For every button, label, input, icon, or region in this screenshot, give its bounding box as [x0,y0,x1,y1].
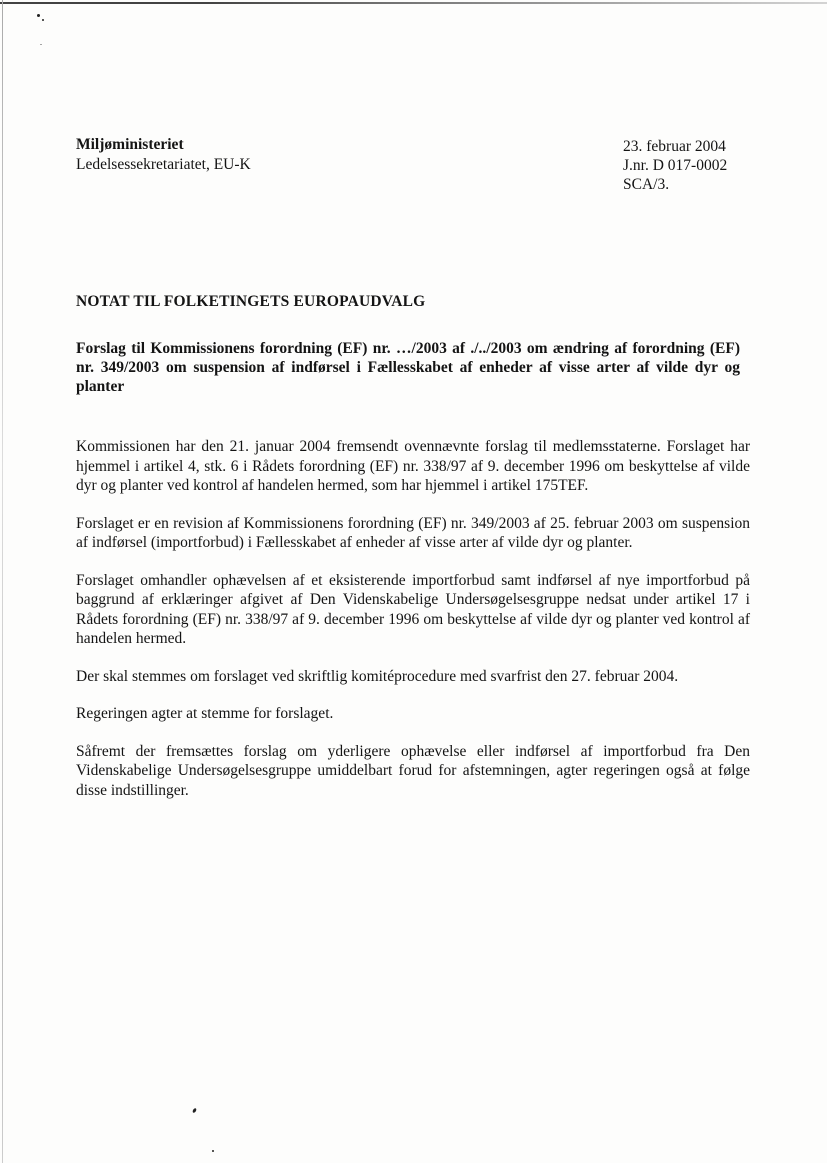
scan-edge-left [2,0,3,1163]
sender-block [76,135,251,175]
body-paragraph: Kommissionen har den 21. januar 2004 fremsendt ovennævnte forslag til medlemsstaterne. Forslaget har hjemmel i artikel 4, stk. 6 i Rådets forordning (EF) nr. 338/97 af 9. december 1996 om beskyttelse af vilde dyr og planter ved kontrol af handelen hermed, som har hjemmel i artikel 175TEF. [76,438,750,494]
document-body [76,437,750,818]
department-name: Ledelsessekretariatet, EU-K [76,156,251,173]
body-paragraph: Der skal stemmes om forslaget ved skriftlig komitéprocedure med svarfrist den 27. februar 2004. [76,667,679,685]
body-paragraph: Regeringen agter at stemme for forslaget. [76,705,334,722]
journal-number: J.nr. D 017-0002 [623,157,728,174]
reference-code: SCA/3. [623,176,670,193]
document-subject: Forslag til Kommissionens forordning (EF) nr. …/2003 af ./../2003 om ændring af forordning (EF) nr. 349/2003 om suspension af indførsel i Fællesskabet af enheder af visse arter af vilde dyr og planter [76,340,740,395]
body-paragraph: Forslaget er en revision af Kommissionens forordning (EF) nr. 349/2003 af 25. februar 2003 om suspension af indførsel (importforbud) i Fællesskabet af enheder af visse arter af vilde dyr og planter. [76,514,750,551]
scan-speck [40,44,42,45]
document-date: 23. februar 2004 [623,138,726,155]
document-meta [623,137,727,194]
scan-speck [42,19,44,21]
scan-speck [192,1108,197,1114]
scan-edge-top [0,2,827,4]
body-paragraph: Forslaget omhandler ophævelsen af et eksisterende importforbud samt indførsel af nye importforbud på baggrund af erklæringer afgivet af Den Videnskabelige Undersøgelsesgruppe nedsat under artikel 17 i Rådets forordning (EF) nr. 338/97 af 9. december 1996 om beskyttelse af vilde dyr og planter ved kontrol af handelen hermed. [76,571,750,647]
document-title: NOTAT TIL FOLKETINGETS EUROPAUDVALG [76,293,426,310]
body-paragraph: Såfremt der fremsættes forslag om yderligere ophævelse eller indførsel af importforbud fra Den Videnskabelige Undersøgelsesgruppe umiddelbart forud for afstemningen, agter regeringen også at følge disse indstillinger. [76,742,750,799]
scan-speck [212,1150,214,1152]
ministry-name: Miljøministeriet [76,136,184,153]
scan-speck [37,14,40,17]
